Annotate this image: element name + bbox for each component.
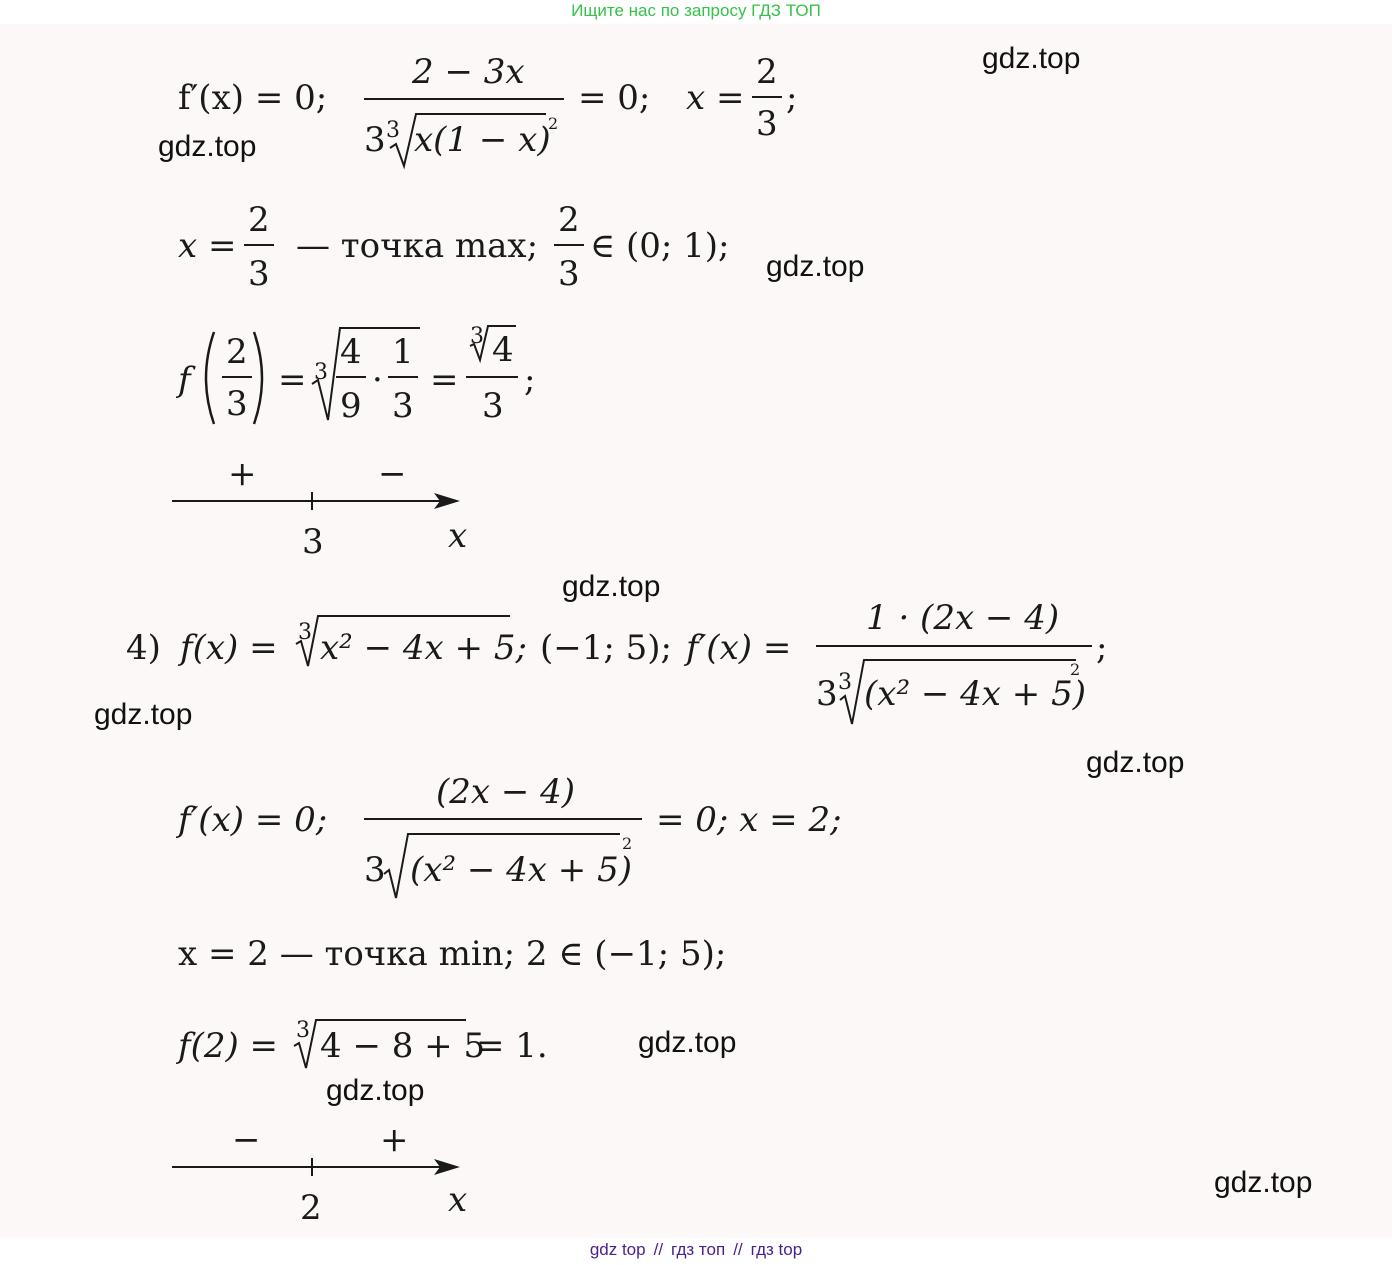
eq4-index: 3 (298, 620, 312, 645)
eq4-lhs: f(x) = (180, 628, 278, 668)
eq4-den-exponent: 2 (1070, 660, 1081, 679)
axis-var: x (448, 516, 468, 556)
eq4-den-coef: 3 (816, 674, 838, 714)
separator: // (653, 1240, 664, 1259)
sign-minus: − (232, 1120, 261, 1160)
eq3-b-den: 3 (392, 386, 414, 426)
eq1-den-index: 3 (386, 118, 400, 143)
eq3-a-num: 4 (340, 332, 362, 372)
eq4-den-index: 3 (838, 670, 852, 695)
eq1-lhs: f′(x) = 0; (178, 78, 328, 118)
eq4-num: 1 · (2x − 4) (866, 598, 1060, 638)
watermark: gdz.top (982, 42, 1081, 75)
eq2-den2: 3 (558, 254, 580, 294)
axis-var: x (448, 1180, 468, 1220)
eq3-eq: = (278, 360, 307, 400)
top-banner[interactable]: Ищите нас по запросу ГДЗ ТОП (571, 1, 821, 20)
eq1-numerator: 2 − 3x (412, 52, 525, 92)
axis-point: 3 (302, 522, 324, 562)
eq5-den-radicand: (x² − 4x + 5) (410, 850, 632, 890)
eq1-equals-zero: = 0; (578, 78, 651, 118)
eq1-den-radicand: x(1 − x) (414, 120, 551, 160)
watermark: gdz.top (638, 1026, 737, 1059)
eq3-f: f (178, 360, 191, 400)
eq3-arg-den: 3 (226, 384, 248, 424)
eq4-den-radicand: (x² − 4x + 5) (864, 674, 1086, 714)
eq3-r-index: 3 (470, 324, 484, 349)
fraction-bar (222, 376, 252, 378)
number-line (172, 1154, 472, 1184)
eq5-den-exponent: 2 (622, 834, 633, 853)
separator: // (733, 1240, 743, 1259)
eq5-tail: = 0; x = 2; (656, 800, 842, 840)
eq1-den-coef: 3 (364, 120, 386, 160)
watermark: gdz.top (94, 698, 193, 731)
eq7-index: 3 (296, 1018, 310, 1043)
number-line (172, 488, 472, 518)
fraction-bar (466, 376, 518, 378)
eq3-index: 3 (314, 360, 328, 385)
eq3-a-den: 9 (340, 386, 362, 426)
equation-6: x = 2 — точка min; 2 ∈ (−1; 5); (178, 934, 727, 974)
link-gdz-top[interactable]: gdz top (589, 1240, 646, 1259)
sign-minus: − (378, 454, 407, 494)
eq4-end: ; (1096, 628, 1108, 668)
eq1-end: ; (786, 78, 798, 118)
eq4-derivative-lhs: f′(x) = (686, 628, 792, 668)
eq3-b-num: 1 (392, 332, 414, 372)
eq1-den-exponent: 2 (548, 114, 559, 133)
eq2-tail: ∈ (0; 1); (590, 226, 730, 266)
eq7-tail: = 1. (476, 1026, 548, 1066)
eq2-lhs: x = (178, 226, 237, 266)
fraction-bar (752, 96, 782, 98)
watermark: gdz.top (1214, 1166, 1313, 1199)
eq5-num: (2x − 4) (436, 772, 576, 812)
eq1-x-equals: x = (686, 78, 745, 118)
link-gdz-top-ru[interactable]: гдз топ (671, 1240, 726, 1259)
link-gdz-top-mixed[interactable]: гдз top (750, 1240, 803, 1259)
eq1-frac-den: 3 (756, 104, 778, 144)
fraction-bar (816, 645, 1092, 647)
eq3-arg-num: 2 (226, 332, 248, 372)
eq3-eq2: = (430, 360, 459, 400)
eq3-r-den: 3 (482, 386, 504, 426)
sign-plus: + (380, 1120, 409, 1160)
sign-plus: + (228, 454, 257, 494)
eq2-den: 3 (248, 254, 270, 294)
eq7-radicand: 4 − 8 + 5 (320, 1026, 486, 1066)
watermark: gdz.top (1086, 746, 1185, 779)
fraction-bar (244, 244, 274, 246)
eq2-num2: 2 (558, 200, 580, 240)
fraction-bar (364, 98, 564, 100)
axis-point: 2 (300, 1188, 322, 1228)
eq2-num: 2 (248, 200, 270, 240)
fraction-bar (336, 376, 366, 378)
eq4-label: 4) (126, 628, 161, 668)
eq2-text: — точка max; (296, 226, 539, 266)
eq1-frac-num: 2 (756, 52, 778, 92)
eq5-lhs: f′(x) = 0; (178, 800, 328, 840)
eq7-lhs: f(2) = (178, 1026, 279, 1066)
fraction-bar (554, 244, 584, 246)
fraction-bar (364, 818, 642, 820)
watermark: gdz.top (326, 1074, 425, 1107)
eq4-radicand: x² − 4x + 5; (320, 628, 527, 668)
bottom-links (0, 1240, 1392, 1260)
eq5-den-coef: 3 (364, 850, 386, 890)
watermark: gdz.top (158, 130, 257, 163)
eq3-dot: · (372, 360, 383, 400)
eq3-r-num: 4 (492, 330, 514, 370)
eq4-interval: (−1; 5); (540, 628, 672, 668)
watermark: gdz.top (562, 570, 661, 603)
fraction-bar (388, 376, 418, 378)
watermark: gdz.top (766, 250, 865, 283)
eq3-end: ; (524, 360, 536, 400)
